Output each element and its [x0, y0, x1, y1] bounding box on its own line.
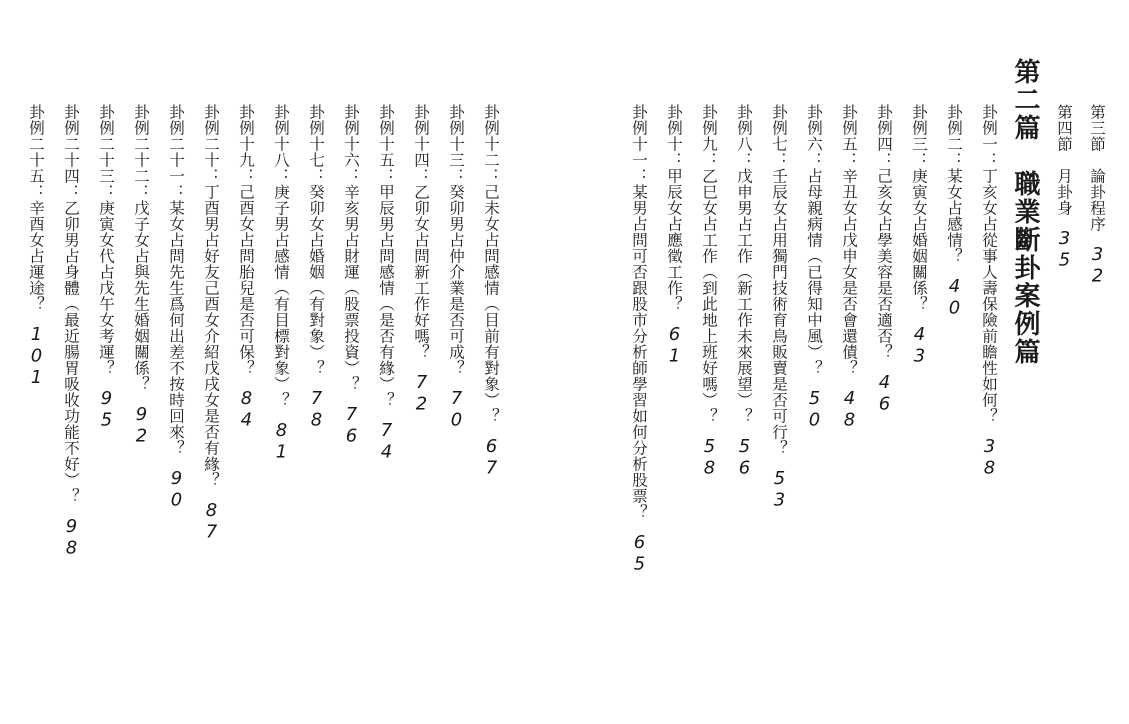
page-number: 76 [341, 404, 362, 447]
toc-entry-8 [735, 104, 753, 479]
page-number: 35 [1054, 228, 1075, 271]
page-number: 56 [734, 436, 755, 479]
entry-label: 卦例十四：乙卯女占問新工作好嗎？ [412, 104, 430, 360]
toc-entry-2 [945, 104, 963, 319]
section-three-entry [1088, 104, 1106, 287]
page-number: 53 [769, 468, 790, 511]
page-number: 61 [664, 324, 685, 367]
entry-label: 卦例十九：己酉女占問胎兒是否可保？ [237, 104, 255, 376]
chapter-title [1012, 58, 1038, 366]
page-number: 98 [61, 516, 82, 559]
page-number: 70 [446, 388, 467, 431]
toc-entry-20 [202, 104, 220, 543]
page-number: 50 [804, 388, 825, 431]
chapter-name: 職業斷卦案例篇 [1010, 170, 1040, 366]
page-number: 87 [201, 500, 222, 543]
entry-label: 卦例二十五：辛酉女占運途？ [27, 104, 45, 312]
toc-entry-5 [840, 104, 858, 431]
entry-label: 卦例八：戊申男占工作（新工作未來展望）？ [735, 104, 753, 424]
entry-label: 第三節 論卦程序 [1088, 104, 1106, 232]
toc-entry-22 [132, 104, 150, 447]
entry-label: 第四節 月卦身 [1055, 104, 1073, 216]
entry-label: 卦例十五：甲辰男占問感情（是否有緣）？ [377, 104, 395, 408]
page-number: 38 [979, 436, 1000, 479]
toc-entry-9 [700, 104, 718, 479]
chapter-part: 第二篇 [1010, 58, 1040, 142]
toc-entry-19 [237, 104, 255, 431]
toc-entry-16 [342, 104, 360, 447]
toc-entry-12 [482, 104, 500, 479]
entry-label: 卦例十七：癸卯女占婚姻（有對象）？ [307, 104, 325, 376]
page-number: 65 [629, 532, 650, 575]
page-number: 48 [839, 388, 860, 431]
toc-entry-3 [910, 104, 928, 367]
entry-label: 卦例四：己亥女占學美容是否適否？ [875, 104, 893, 360]
entry-label: 卦例六：占母親病情（已得知中風）？ [805, 104, 823, 376]
toc-entry-18 [272, 104, 290, 463]
toc-entry-23 [97, 104, 115, 431]
entry-label: 卦例十三：癸卯男占仲介業是否可成？ [447, 104, 465, 376]
entry-label: 卦例三：庚寅女占婚姻關係？ [910, 104, 928, 312]
toc-entry-24 [62, 104, 80, 559]
entry-label: 卦例二十：丁酉男占好友己酉女介紹戊戌女是否有緣？ [202, 104, 220, 488]
page-number: 101 [26, 324, 47, 389]
entry-label: 卦例七：壬辰女占用獨門技術育鳥販賣是否可行？ [770, 104, 788, 456]
page-number: 32 [1087, 244, 1108, 287]
page-number: 74 [376, 420, 397, 463]
toc-entry-6 [805, 104, 823, 431]
entry-label: 卦例十一：某男占問可否跟股市分析師學習如何分析股票？ [630, 104, 648, 520]
toc-entry-7 [770, 104, 788, 511]
toc-entry-15 [377, 104, 395, 463]
section-four-entry [1055, 104, 1073, 271]
toc-entry-10 [665, 104, 683, 367]
page-number: 78 [306, 388, 327, 431]
page-number: 40 [944, 276, 965, 319]
page-number: 92 [131, 404, 152, 447]
toc-entry-11 [630, 104, 648, 575]
page-number: 90 [166, 468, 187, 511]
entry-label: 卦例五：辛丑女占戊申女是否會還債？ [840, 104, 858, 376]
toc-entry-25 [27, 104, 45, 389]
entry-label: 卦例十：甲辰女占應徵工作？ [665, 104, 683, 312]
toc-entry-21 [167, 104, 185, 511]
page-number: 43 [909, 324, 930, 367]
entry-label: 卦例二十一：某女占問先生爲何出差不按時回來？ [167, 104, 185, 456]
entry-label: 卦例二：某女占感情？ [945, 104, 963, 264]
page-number: 72 [411, 372, 432, 415]
entry-label: 卦例一：丁亥女占從事人壽保險前瞻性如何？ [980, 104, 998, 424]
entry-label: 卦例十八：庚子男占感情（有目標對象）？ [272, 104, 290, 408]
page-number: 81 [271, 420, 292, 463]
entry-label: 卦例二十三：庚寅女代占戊午女考運？ [97, 104, 115, 376]
toc-entry-14 [412, 104, 430, 415]
entry-label: 卦例十二：己未女占問感情（目前有對象）？ [482, 104, 500, 424]
entry-label: 卦例九：乙巳女占工作（到此地上班好嗎）？ [700, 104, 718, 424]
page-number: 46 [874, 372, 895, 415]
page-number: 67 [481, 436, 502, 479]
entry-label: 卦例二十二：戊子女占與先生婚姻關係？ [132, 104, 150, 392]
toc-entry-13 [447, 104, 465, 431]
page-number: 58 [699, 436, 720, 479]
toc-entry-17 [307, 104, 325, 431]
toc-entry-1 [980, 104, 998, 479]
entry-label: 卦例十六：辛亥男占財運（股票投資）？ [342, 104, 360, 392]
page-number: 84 [236, 388, 257, 431]
page-number: 95 [96, 388, 117, 431]
toc-entry-4 [875, 104, 893, 415]
entry-label: 卦例二十四：乙卯男占身體（最近腸胃吸收功能不好）？ [62, 104, 80, 504]
